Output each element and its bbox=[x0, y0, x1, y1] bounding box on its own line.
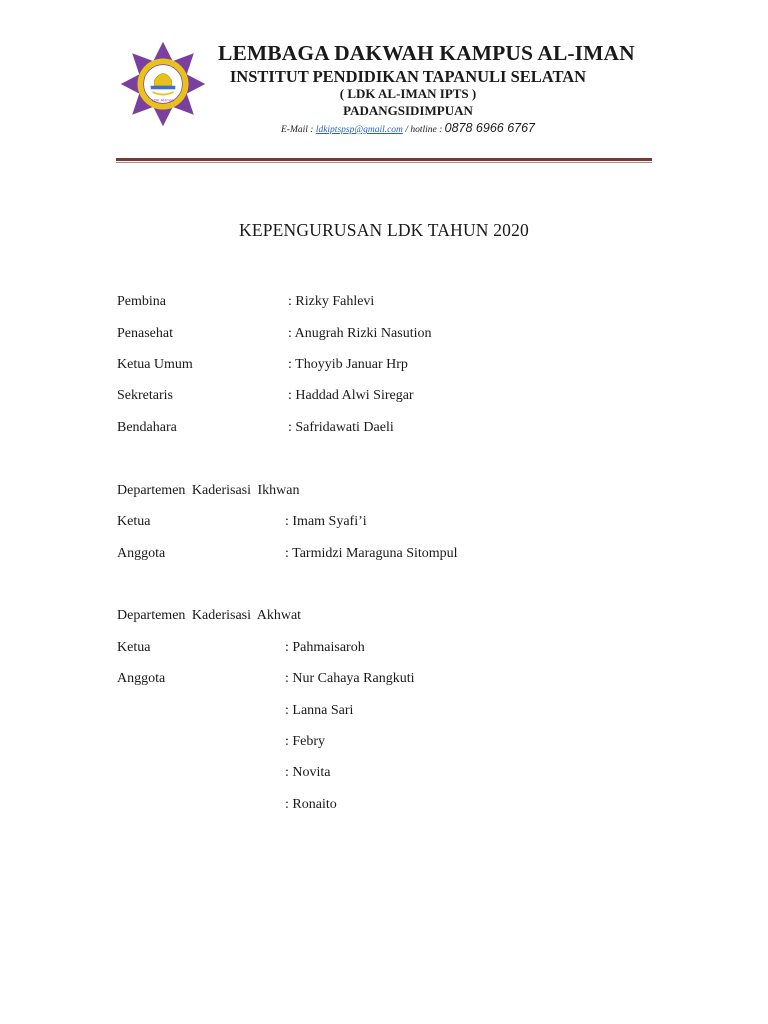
role-label: Bendahara bbox=[117, 420, 177, 435]
org-name: LEMBAGA DAKWAH KAMPUS AL-IMAN bbox=[218, 41, 635, 65]
member-name: : Pahmaisaroh bbox=[285, 640, 365, 655]
member-name: : Ronaito bbox=[285, 797, 337, 812]
member-name: : Tarmidzi Maraguna Sitompul bbox=[285, 546, 458, 561]
role-label: Ketua Umum bbox=[117, 357, 193, 372]
document-title: KEPENGURUSAN LDK TAHUN 2020 bbox=[239, 220, 529, 240]
header-divider-thin bbox=[116, 162, 652, 163]
contact-line bbox=[218, 121, 598, 135]
logo-text: LDK Al-Iman bbox=[151, 97, 175, 103]
email-link[interactable]: ldkiptspsp@gmail.com bbox=[315, 125, 403, 135]
role-label: Anggota bbox=[117, 546, 166, 561]
institute-name: INSTITUT PENDIDIKAN TAPANULI SELATAN bbox=[229, 67, 587, 86]
member-name: : Novita bbox=[285, 765, 331, 780]
member-name: : Anugrah Rizki Nasution bbox=[288, 326, 432, 341]
role-label: Ketua bbox=[117, 514, 151, 529]
member-name: : Nur Cahaya Rangkuti bbox=[285, 671, 415, 686]
city-name: PADANGSIDIMPUAN bbox=[343, 103, 473, 118]
header-divider bbox=[116, 158, 652, 161]
member-name: : Febry bbox=[285, 734, 326, 749]
member-name: : Rizky Fahlevi bbox=[288, 294, 375, 309]
dept-akhwat-title: Departemen Kaderisasi Akhwat bbox=[117, 608, 302, 623]
role-label: Pembina bbox=[117, 294, 166, 309]
role-label: Anggota bbox=[117, 671, 166, 686]
role-label: Ketua bbox=[117, 640, 151, 655]
org-abbrev: ( LDK AL-IMAN IPTS ) bbox=[339, 86, 477, 101]
dept-ikhwan-title: Departemen Kaderisasi Ikhwan bbox=[117, 483, 300, 498]
member-name: : Lanna Sari bbox=[285, 703, 354, 718]
member-name: : Imam Syafi’i bbox=[285, 514, 367, 529]
ldk-logo bbox=[119, 40, 207, 128]
hotline-number: 0878 6966 6767 bbox=[444, 121, 536, 135]
member-name: : Haddad Alwi Siregar bbox=[288, 388, 414, 403]
hotline-label: / hotline : bbox=[402, 125, 445, 135]
role-label: Penasehat bbox=[117, 326, 173, 341]
role-label: Sekretaris bbox=[117, 388, 173, 403]
member-name: : Thoyyib Januar Hrp bbox=[288, 357, 408, 372]
member-name: : Safridawati Daeli bbox=[288, 420, 394, 435]
email-label: E-Mail : bbox=[280, 125, 316, 135]
